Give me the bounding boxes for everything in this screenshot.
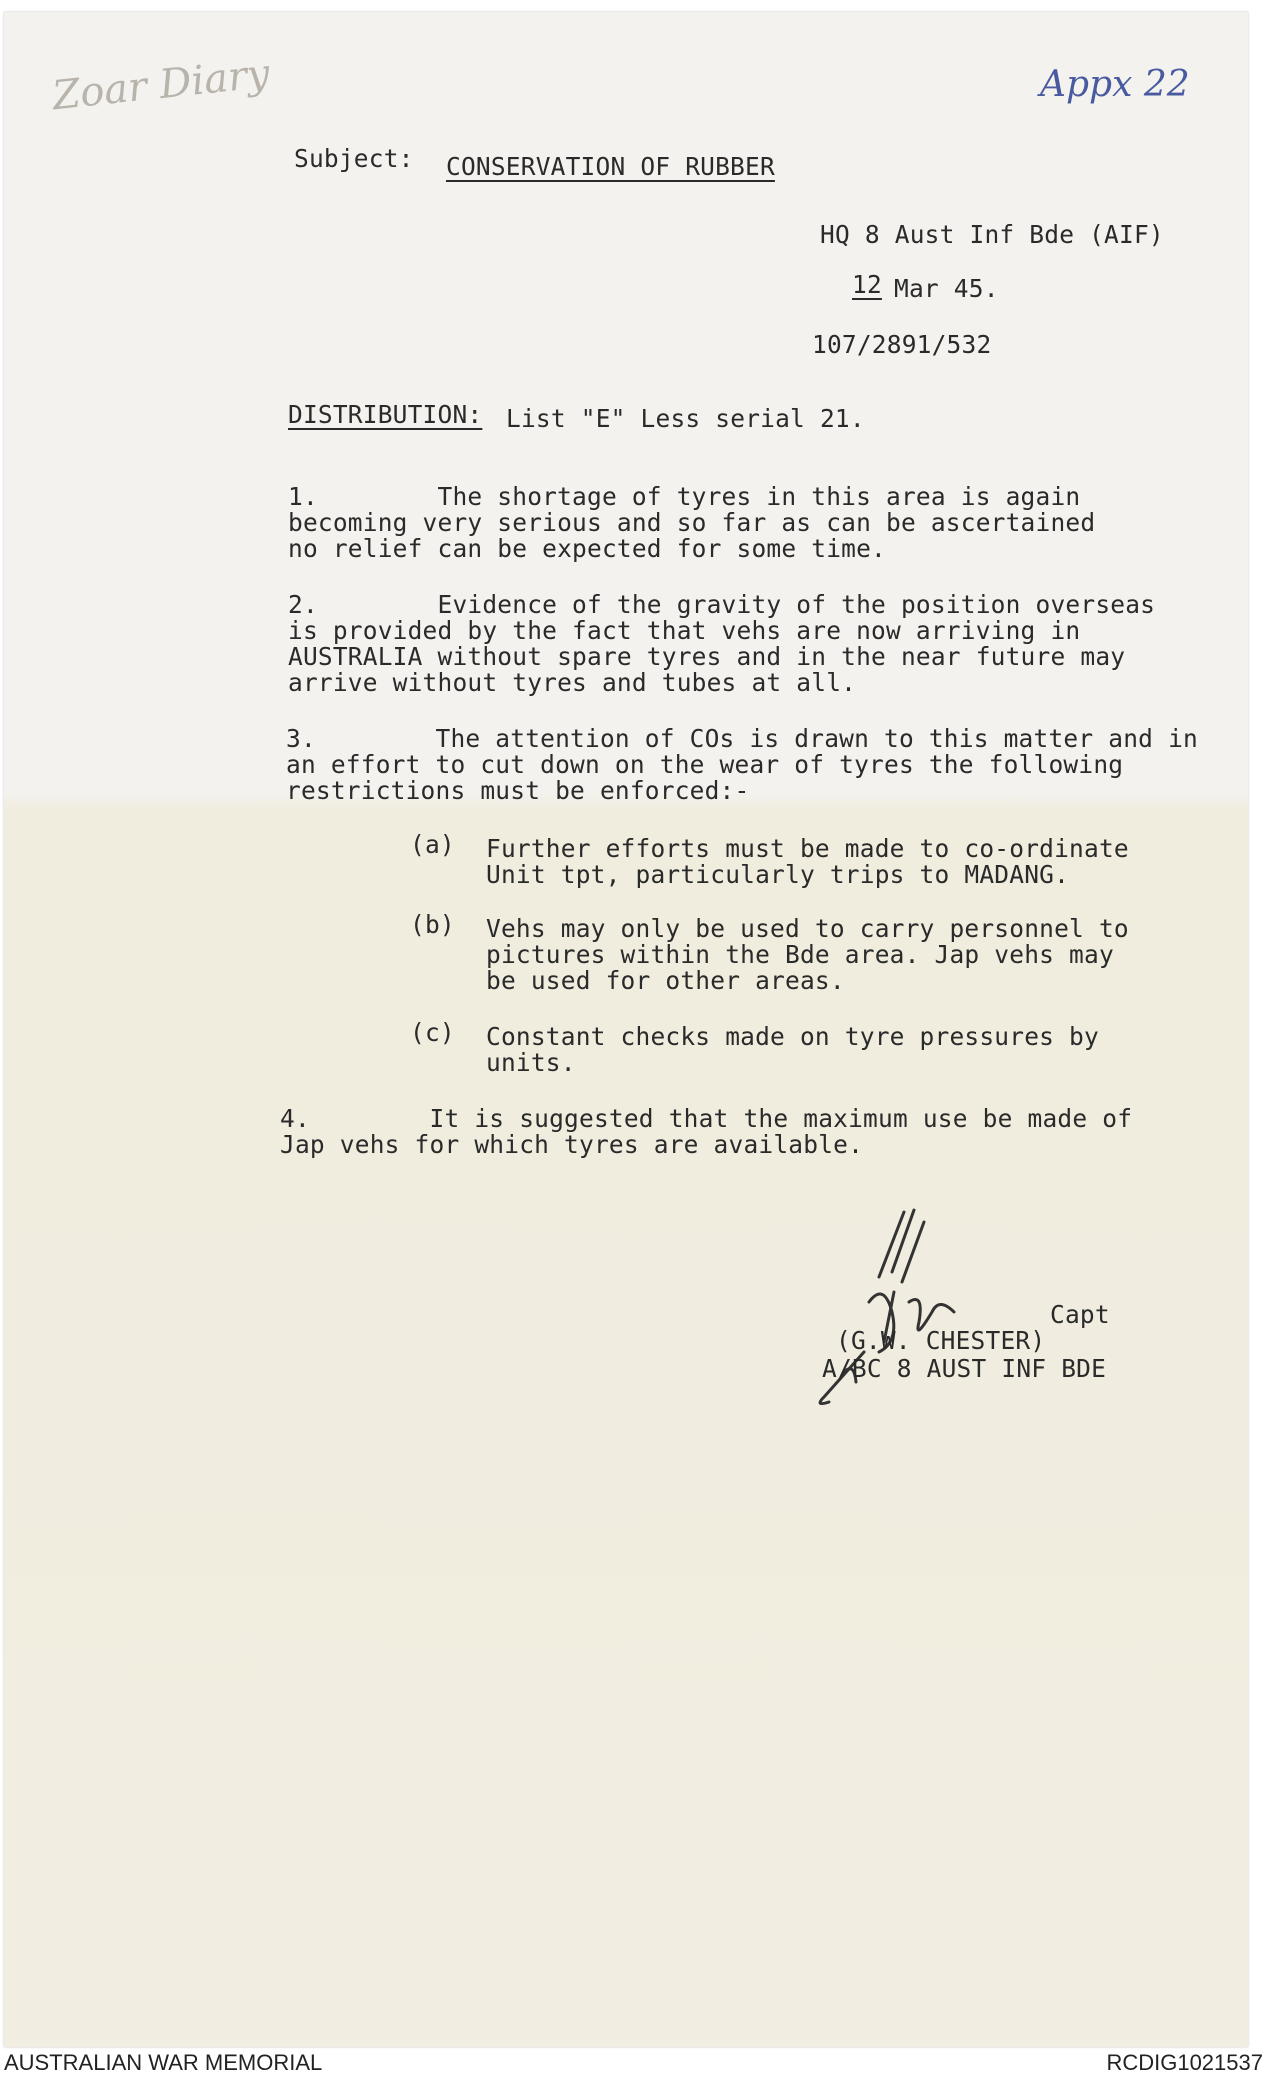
paragraph-2-line-2: is provided by the fact that vehs are now arriving in	[288, 616, 1081, 645]
item-b-line-3: be used for other areas.	[486, 966, 845, 995]
paragraph-4-line-2: Jap vehs for which tyres are available.	[280, 1130, 864, 1159]
subject-label: Subject:	[294, 144, 414, 173]
item-c-line-2: units.	[486, 1048, 576, 1077]
paragraph-2-line-1: 2. Evidence of the gravity of the position overseas	[288, 590, 1156, 619]
distribution-text: List "E" Less serial 21.	[506, 404, 865, 433]
item-b-label: (b)	[410, 910, 455, 939]
paragraph-4-line-1: 4. It is suggested that the maximum use be made of	[280, 1104, 1133, 1133]
item-a-label: (a)	[410, 830, 455, 859]
paragraph-3-line-2: an effort to cut down on the wear of tyres the following	[286, 750, 1124, 779]
date-month-year: Mar 45.	[894, 274, 999, 303]
handwritten-note-top-left: Zoar Diary	[50, 50, 272, 120]
paragraph-1-line-3: no relief can be expected for some time.	[288, 534, 887, 563]
item-b-line-2: pictures within the Bde area. Jap vehs may	[486, 940, 1114, 969]
hq-line: HQ 8 Aust Inf Bde (AIF)	[820, 220, 1164, 249]
document-page	[4, 12, 1248, 2047]
paragraph-1-line-2: becoming very serious and so far as can be ascertained	[288, 508, 1096, 537]
item-a-line-1: Further efforts must be made to co-ordinate	[486, 834, 1129, 863]
item-b-line-1: Vehs may only be used to carry personnel to	[486, 914, 1129, 943]
item-a-line-2: Unit tpt, particularly trips to MADANG.	[486, 860, 1070, 889]
distribution-label: DISTRIBUTION:	[288, 400, 483, 429]
item-c-label: (c)	[410, 1018, 455, 1047]
paragraph-3-line-3: restrictions must be enforced:-	[286, 776, 750, 805]
paragraph-1-line-1: 1. The shortage of tyres in this area is again	[288, 482, 1081, 511]
handwritten-note-top-right: Appx 22	[1040, 64, 1190, 105]
signature-rank: Capt	[1050, 1300, 1110, 1329]
footer-catalogue-id: RCDIG1021537	[1106, 2050, 1263, 2075]
paragraph-3-line-1: 3. The attention of COs is drawn to this matter and in	[286, 724, 1198, 753]
paragraph-2-line-4: arrive without tyres and tubes at all.	[288, 668, 857, 697]
signature-position: A/BC 8 AUST INF BDE	[822, 1354, 1107, 1383]
item-c-line-1: Constant checks made on tyre pressures by	[486, 1022, 1099, 1051]
paragraph-2-line-3: AUSTRALIA without spare tyres and in the near future may	[288, 642, 1126, 671]
date-day: 12	[852, 270, 882, 299]
footer-institution: AUSTRALIAN WAR MEMORIAL	[4, 2050, 323, 2075]
signature-name: (G.W. CHESTER)	[836, 1326, 1046, 1355]
reference-number: 107/2891/532	[812, 330, 992, 359]
subject-title: CONSERVATION OF RUBBER	[446, 152, 775, 181]
